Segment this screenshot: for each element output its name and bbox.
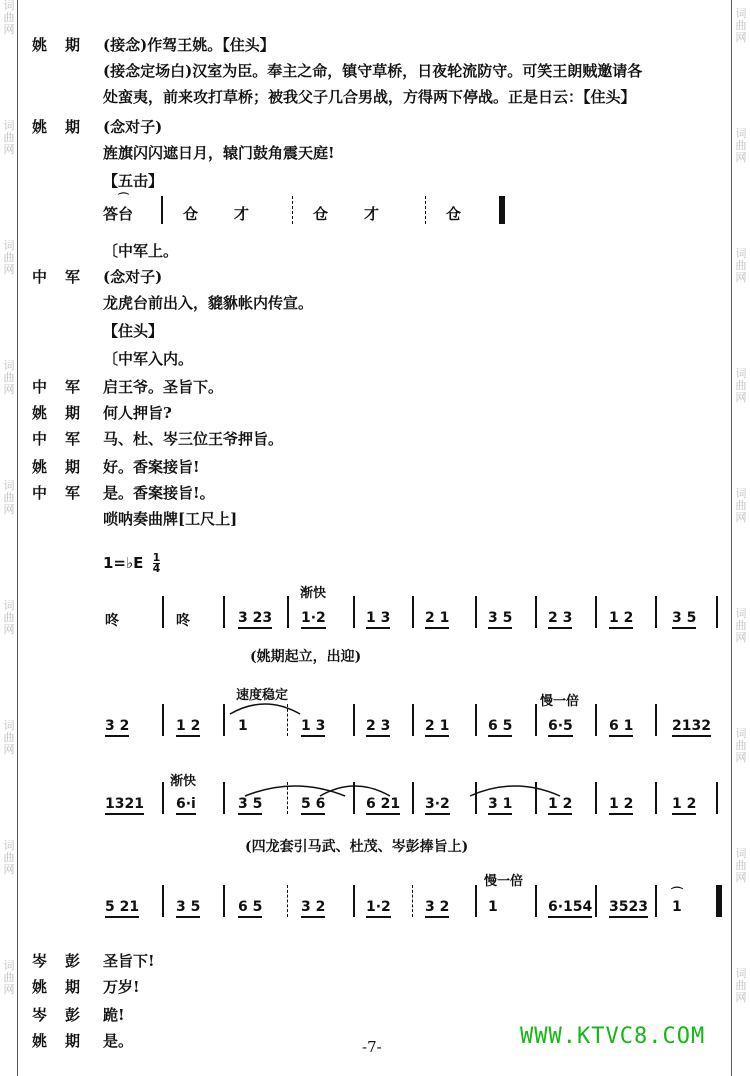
end-bar-line bbox=[499, 196, 505, 224]
bar-line bbox=[353, 596, 355, 628]
bar-line bbox=[716, 782, 718, 814]
slur-arc bbox=[320, 782, 390, 798]
watermark-text: 词 曲 网 bbox=[735, 127, 747, 164]
score-cell: 3·2 bbox=[425, 796, 450, 815]
key-signature: 1=♭E $\frac{1}{4}$ bbox=[103, 551, 161, 575]
score-cell: 1 3 bbox=[301, 718, 325, 737]
bar-line bbox=[412, 782, 414, 814]
score-cell: 3 1 bbox=[488, 796, 512, 815]
score-cell: 2 3 bbox=[366, 718, 390, 737]
bar-line bbox=[595, 704, 597, 736]
score-cell: 咚 bbox=[176, 613, 190, 629]
bar-line bbox=[655, 596, 657, 628]
score-cell: 2 3 bbox=[548, 610, 572, 629]
watermark-text: 词 曲 网 bbox=[735, 487, 747, 524]
bar-line bbox=[223, 596, 225, 628]
site-watermark[interactable]: WWW.KTVC8.COM bbox=[520, 1024, 706, 1049]
bar-line bbox=[162, 596, 164, 628]
score-cell: 5 6 bbox=[301, 796, 325, 815]
score-cell: 3 5 bbox=[488, 610, 512, 629]
left-border-line bbox=[17, 0, 18, 1076]
bar-line bbox=[655, 782, 657, 814]
bar-line bbox=[535, 596, 537, 628]
score-cell: 3 23 bbox=[238, 610, 272, 629]
page-number: -7- bbox=[362, 1038, 382, 1056]
bar-line bbox=[535, 885, 537, 917]
bar-line bbox=[595, 596, 597, 628]
time-sig-bottom: 4 bbox=[152, 562, 161, 575]
bar-line bbox=[475, 596, 477, 628]
score-cell: 3 2 bbox=[105, 718, 129, 737]
score-cell: 1 bbox=[488, 899, 498, 915]
watermark-text: 词 曲 网 bbox=[3, 479, 15, 516]
tempo-mark: 慢一倍 bbox=[484, 874, 524, 889]
watermark-text: 词 曲 网 bbox=[3, 0, 15, 36]
score-cell: 1 2 bbox=[672, 796, 696, 815]
end-bar-line bbox=[716, 885, 722, 917]
tempo-mark: 渐快 bbox=[170, 774, 197, 789]
score-cell: 1·2 bbox=[366, 899, 391, 918]
slur-arc bbox=[470, 782, 560, 798]
tempo-mark: 慢一倍 bbox=[540, 694, 580, 709]
stage-direction: (四龙套引马武、杜茂、岑彭捧旨上) bbox=[245, 839, 469, 855]
score-cell: 2 1 bbox=[425, 610, 449, 629]
score-cell: 1321 bbox=[105, 796, 144, 815]
dashed-bar-line bbox=[287, 885, 288, 917]
dashed-bar-line bbox=[412, 885, 413, 917]
slur-arc bbox=[230, 700, 300, 716]
bar-line bbox=[223, 704, 225, 736]
watermark-text: 词 曲 网 bbox=[735, 367, 747, 404]
tempo-mark: 速度稳定 bbox=[236, 688, 289, 703]
watermark-text: 词 曲 网 bbox=[3, 599, 15, 636]
tempo-mark: 渐快 bbox=[300, 586, 327, 601]
score-cell: 1 2 bbox=[548, 796, 572, 815]
watermark-text: 词 曲 网 bbox=[735, 727, 747, 764]
dashed-bar-line bbox=[292, 196, 293, 224]
score-cell: 6 21 bbox=[366, 796, 400, 815]
bar-line bbox=[287, 596, 289, 628]
watermark-text: 词 曲 网 bbox=[3, 839, 15, 876]
bar-line bbox=[162, 782, 164, 814]
score-cell: 1 2 bbox=[176, 718, 200, 737]
watermark-text: 词 曲 网 bbox=[735, 7, 747, 44]
fermata-mark: ⌒ bbox=[671, 886, 684, 900]
percussion-note: 才 bbox=[364, 205, 380, 223]
bar-line bbox=[162, 885, 164, 917]
bar-line bbox=[412, 596, 414, 628]
watermark-text: 词 曲 网 bbox=[735, 967, 747, 1004]
bar-line bbox=[412, 704, 414, 736]
watermark-text: 词 曲 网 bbox=[3, 719, 15, 756]
watermark-text: 词 曲 网 bbox=[3, 359, 15, 396]
score-cell: 6·5 bbox=[548, 718, 573, 737]
score-cell: 1 3 bbox=[366, 610, 390, 629]
watermark-text: 词 曲 网 bbox=[3, 239, 15, 276]
score-cell: 1 bbox=[238, 718, 248, 734]
score-cell: 3 2 bbox=[301, 899, 325, 918]
score-cell: 3 5 bbox=[176, 899, 200, 918]
watermark-text: 词 曲 网 bbox=[3, 119, 15, 156]
score-cell: 6·i bbox=[176, 796, 196, 815]
bar-line bbox=[655, 885, 657, 917]
score-cell: 1 2 bbox=[609, 610, 633, 629]
score-cell: 咚 bbox=[105, 613, 119, 629]
time-sig-top: 1 bbox=[152, 551, 161, 564]
watermark-text: 词 曲 网 bbox=[735, 607, 747, 644]
fermata-mark: ⌒ bbox=[118, 192, 129, 205]
bar-line bbox=[162, 704, 164, 736]
bar-line bbox=[475, 704, 477, 736]
score-cell: 1 bbox=[672, 899, 682, 915]
score-cell: 6·154 bbox=[548, 899, 592, 918]
score-cell: 5 21 bbox=[105, 899, 139, 918]
score-cell: 6 1 bbox=[609, 718, 633, 737]
dashed-bar-line bbox=[425, 196, 426, 224]
score-cell: 6 5 bbox=[488, 718, 512, 737]
bar-line bbox=[353, 704, 355, 736]
percussion-note: 仓 bbox=[183, 205, 199, 223]
bar-line bbox=[535, 704, 537, 736]
score-cell: 3523 bbox=[609, 899, 648, 918]
bar-line bbox=[161, 196, 163, 224]
score-cell: 1·2 bbox=[301, 610, 326, 629]
score-cell: 2132 bbox=[672, 718, 711, 737]
score-cell: 3 2 bbox=[425, 899, 449, 918]
bar-line bbox=[223, 885, 225, 917]
bar-line bbox=[595, 885, 597, 917]
percussion-note: 仓 bbox=[313, 205, 329, 223]
right-border-line bbox=[731, 0, 732, 1076]
score-cell: 3 5 bbox=[672, 610, 696, 629]
bar-line bbox=[716, 596, 718, 628]
watermark-text: 词 曲 网 bbox=[735, 847, 747, 884]
bar-line bbox=[475, 885, 477, 917]
bar-line bbox=[223, 782, 225, 814]
watermark-text: 词 曲 网 bbox=[735, 247, 747, 284]
watermark-text: 词 曲 网 bbox=[3, 959, 15, 996]
score-cell: 3 5 bbox=[238, 796, 262, 815]
bar-line bbox=[595, 782, 597, 814]
stage-direction: (姚期起立，出迎) bbox=[250, 649, 362, 665]
score-cell: 6 5 bbox=[238, 899, 262, 918]
score-cell: 2 1 bbox=[425, 718, 449, 737]
percussion-note: 仓 bbox=[446, 205, 462, 223]
score-cell: 1 2 bbox=[609, 796, 633, 815]
percussion-note: 才 bbox=[234, 205, 250, 223]
percussion-note: 答台 bbox=[103, 205, 134, 223]
bar-line bbox=[655, 704, 657, 736]
bar-line bbox=[353, 885, 355, 917]
